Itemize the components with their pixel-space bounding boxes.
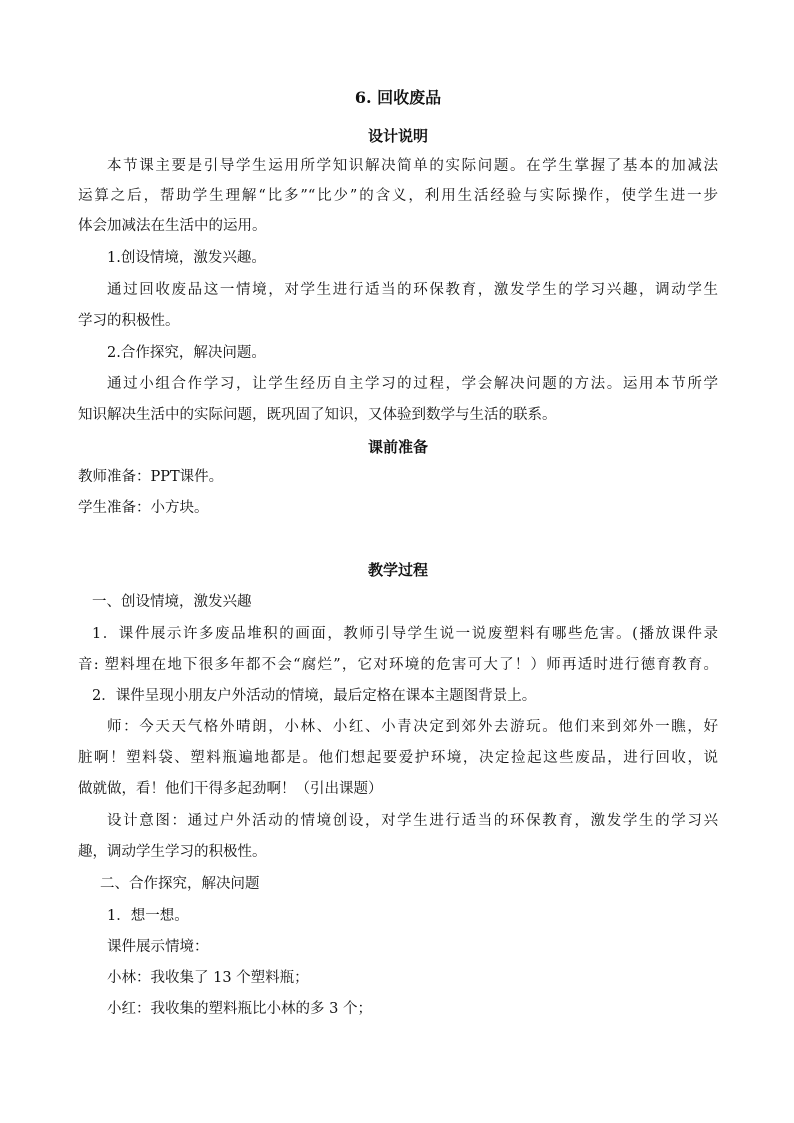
process-part-2-title: 二、合作探究，解决问题 — [100, 876, 260, 892]
design-point-2-title: 2.合作探究，解决问题。 — [107, 345, 266, 361]
section-heading-process: 教学过程 — [367, 561, 428, 579]
process-item-2: 2．课件呈现小朋友户外活动的情境，最后定格在课本主题图背景上。 — [92, 688, 537, 704]
process-item-1-line: 1．课件展示许多废品堆积的画面，教师引导学生说一说废塑料有哪些危害。(播放课件录 — [92, 626, 718, 642]
teacher-talk-line: 师：今天天气格外晴朗，小林、小红、小青决定到郊外去游玩。他们来到郊外一瞧，好 — [107, 719, 718, 735]
section-heading-prep: 课前准备 — [367, 438, 428, 456]
dialog-xiaolin: 小林：我收集了 13 个塑料瓶； — [107, 970, 309, 986]
design-point-2-line: 知识解决生活中的实际问题，既巩固了知识，又体验到数学与生活的联系。 — [78, 407, 557, 423]
design-point-1-title: 1.创设情境，激发兴趣。 — [107, 250, 266, 266]
teacher-talk-line: 脏啊！塑料袋、塑料瓶遍地都是。他们想起要爱护环境，决定捡起这些废品，进行回收，说 — [78, 750, 718, 766]
design-point-1-line: 通过回收废品这一情境，对学生进行适当的环保教育，激发学生的学习兴趣，调动学生 — [107, 282, 718, 298]
teacher-talk-line: 做就做，看！他们干得多起劲啊！（引出课题） — [78, 781, 383, 797]
section-heading-design: 设计说明 — [367, 127, 428, 145]
design-intro-line: 运算之后，帮助学生理解“比多”“比少”的含义，利用生活经验与实际操作，使学生进一步 — [78, 188, 718, 204]
dialog-xiaohong: 小红：我收集的塑料瓶比小林的多 3 个； — [107, 1001, 372, 1017]
design-intent-line: 设计意图：通过户外活动的情境创设，对学生进行适当的环保教育，激发学生的学习兴 — [107, 813, 718, 829]
design-intro-line: 本节课主要是引导学生运用所学知识解决简单的实际问题。在学生掌握了基本的加减法 — [107, 158, 718, 174]
design-point-2-line: 通过小组合作学习，让学生经历自主学习的过程，学会解决问题的方法。运用本节所学 — [107, 376, 718, 392]
process-show: 课件展示情境： — [107, 939, 209, 955]
design-intent-line: 趣，调动学生学习的积极性。 — [78, 844, 267, 860]
design-point-1-line: 学习的积极性。 — [78, 313, 180, 329]
page-title: 6. 回收废品 — [354, 88, 442, 107]
process-part-1-title: 一、创设情境，激发兴趣 — [92, 594, 252, 610]
process-think: 1．想一想。 — [107, 908, 189, 924]
prep-student: 学生准备：小方块。 — [78, 500, 209, 516]
design-intro-line: 体会加减法在生活中的运用。 — [78, 218, 267, 234]
process-item-1-line: 音: 塑料埋在地下很多年都不会“腐烂”，它对环境的危害可大了！）师再适时进行德育教育。 — [78, 657, 718, 673]
prep-teacher: 教师准备：PPT课件。 — [78, 469, 224, 485]
